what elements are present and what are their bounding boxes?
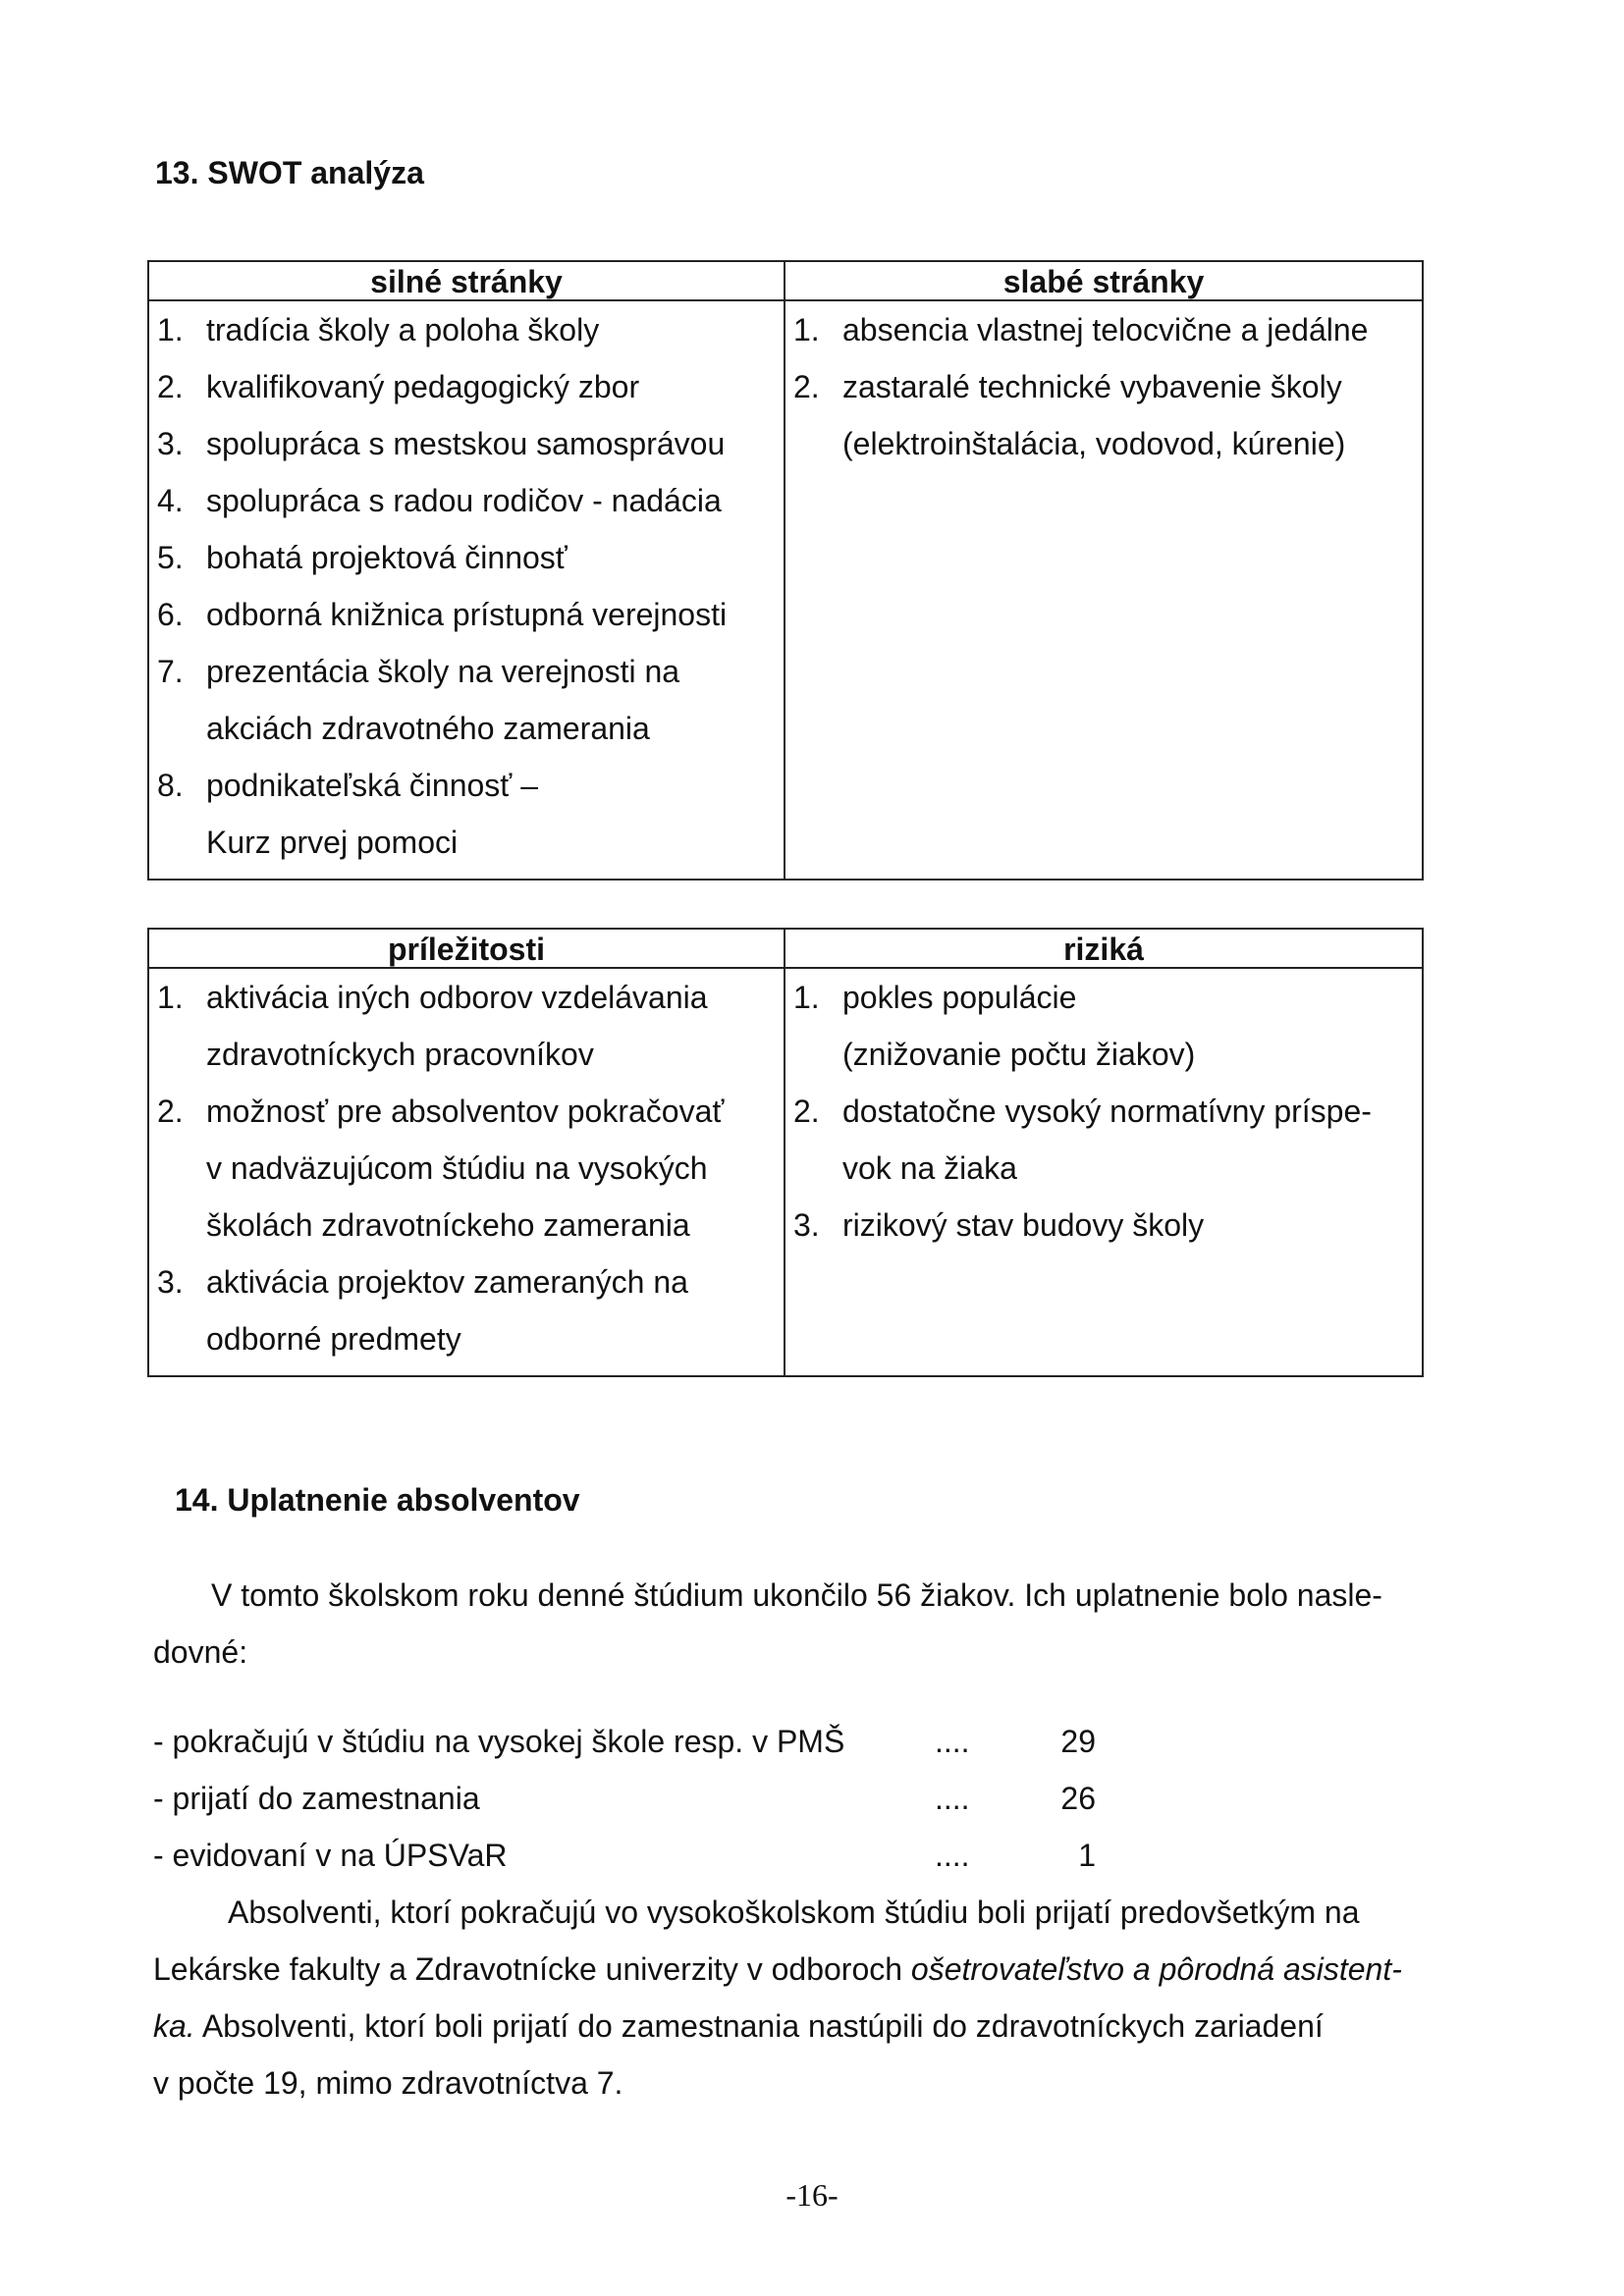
- section-13-title: 13. SWOT analýza: [155, 155, 424, 190]
- list-item: 2. dostatočne vysoký normatívny príspe- vok na žiaka: [793, 1094, 1372, 1186]
- opportunities-cell: [148, 968, 785, 1376]
- weaknesses-cell: [785, 300, 1423, 880]
- list-item: 2. zastaralé technické vybavenie školy (elektroinštalácia, vodovod, kúrenie): [793, 369, 1346, 461]
- swot-table-strengths-weaknesses: [147, 260, 1424, 881]
- threats-cell: [785, 968, 1423, 1376]
- strengths-cell: [148, 300, 785, 880]
- list-item: 1. absencia vlastnej telocvične a jedálne: [793, 312, 1369, 347]
- header-opportunities: príležitosti: [148, 929, 785, 968]
- stat-row: - pokračujú v štúdiu na vysokej škole resp. v PMŠ .... 29: [153, 1724, 1096, 1759]
- closing-line-1: Absolventi, ktorí pokračujú vo vysokoškolskom štúdiu boli prijatí predovšetkým na: [228, 1895, 1360, 1930]
- header-weaknesses: slabé stránky: [785, 261, 1423, 300]
- stat-row: - evidovaní v na ÚPSVaR .... 1: [153, 1838, 1096, 1873]
- list-item: 5. bohatá projektová činnosť: [157, 540, 568, 575]
- header-strengths: silné stránky: [148, 261, 785, 300]
- list-item: 3. rizikový stav budovy školy: [793, 1207, 1205, 1243]
- list-item: 1. pokles populácie (znižovanie počtu žiakov): [793, 980, 1196, 1072]
- intro-line-1: V tomto školskom roku denné štúdium ukončilo 56 žiakov. Ich uplatnenie bolo nasle-: [211, 1577, 1382, 1613]
- closing-line-4: v počte 19, mimo zdravotníctva 7.: [153, 2065, 623, 2101]
- opportunities-list: [157, 969, 776, 1367]
- header-threats: riziká: [785, 929, 1423, 968]
- section-14-title: 14. Uplatnenie absolventov: [175, 1482, 580, 1518]
- swot-table-opportunities-threats: [147, 928, 1424, 1377]
- list-item: 1. aktivácia iných odborov vzdelávania zdravotníckych pracovníkov: [157, 980, 708, 1072]
- closing-line-3: ka. Absolventi, ktorí boli prijatí do zamestnania nastúpili do zdravotníckych zariadení: [153, 2008, 1324, 2044]
- list-item: 2. kvalifikovaný pedagogický zbor: [157, 369, 640, 404]
- closing-line-2: Lekárske fakulty a Zdravotnícke univerzity v odboroch ošetrovateľstvo a pôrodná asistent-: [153, 1951, 1402, 1987]
- list-item: 2. možnosť pre absolventov pokračovať v nadväzujúcom štúdiu na vysokých školách zdravotníckeho zamerania: [157, 1094, 725, 1243]
- list-item: 3. aktivácia projektov zameraných na odborné predmety: [157, 1264, 688, 1357]
- list-item: 4. spolupráca s radou rodičov - nadácia: [157, 483, 722, 518]
- stat-row: - prijatí do zamestnania .... 26: [153, 1781, 1096, 1816]
- list-item: 7. prezentácia školy na verejnosti na akciách zdravotného zamerania: [157, 654, 680, 746]
- intro-line-2: dovné:: [153, 1634, 248, 1670]
- list-item: 3. spolupráca s mestskou samosprávou: [157, 426, 726, 461]
- page-number: -16-: [785, 2177, 839, 2213]
- weaknesses-list: [793, 301, 1414, 472]
- list-item: 1. tradícia školy a poloha školy: [157, 312, 600, 347]
- list-item: 6. odborná knižnica prístupná verejnosti: [157, 597, 728, 632]
- strengths-list: [157, 301, 776, 871]
- list-item: 8. podnikateľská činnosť – Kurz prvej pomoci: [157, 768, 538, 860]
- threats-list: [793, 969, 1414, 1254]
